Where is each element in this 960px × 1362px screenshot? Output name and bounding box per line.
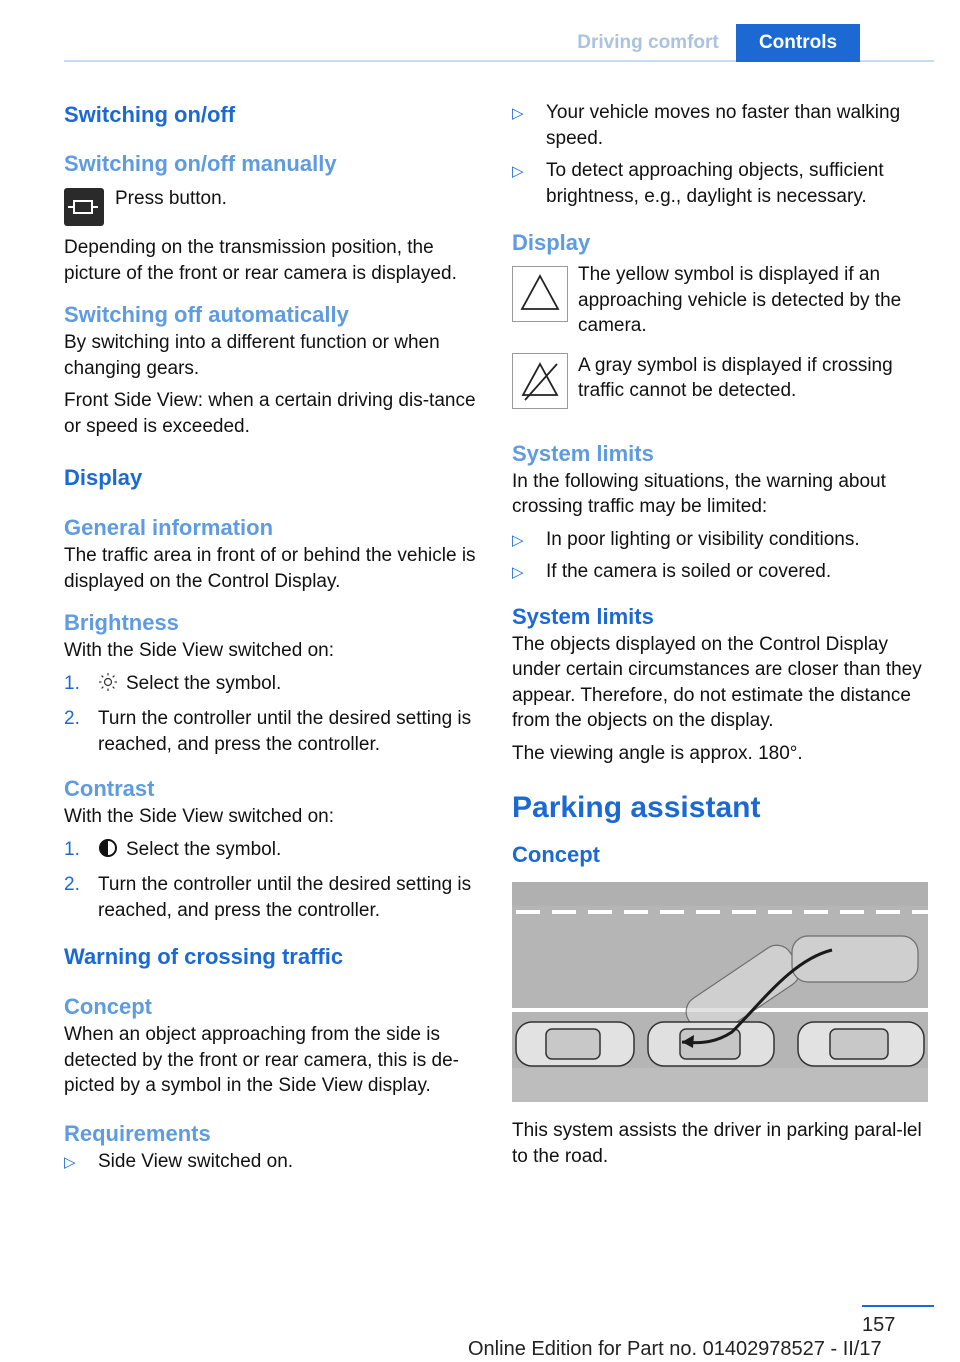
brightness-steps [64,671,482,758]
list-item [64,706,482,757]
heading-requirements: Requirements [64,1120,211,1146]
heading-system-limits-2: System limits [512,603,654,629]
yellow-symbol-text: The yellow symbol is displayed if an approaching vehicle is detected by the camera. [578,264,902,336]
warning-triangle-icon [512,266,568,322]
step-number: 1. [64,672,80,694]
paragraph-concept: When an object approaching from the side is detected by the front or rear camera, this is de‐picted by a symbol in the Side View display. [64,1024,459,1096]
heading-general-information: General information [64,515,274,540]
heading-parking-concept: Concept [512,842,600,867]
paragraph-contrast-on: With the Side View switched on: [64,806,335,827]
requirements-list [64,1149,482,1175]
side-view-button-icon [64,188,104,226]
list-item [64,872,482,923]
list-item-text: If the camera is soiled or covered. [546,561,832,582]
list-item [512,100,930,151]
paragraph-viewing-angle: The viewing angle is approx. 180°. [512,742,803,764]
list-item-text: In poor lighting or visibility conditions. [546,528,860,550]
edition-footer: Online Edition for Part no. 01402978527 - II/17 [468,1338,882,1360]
heading-switching-manually: Switching on/off manually [64,151,337,176]
step-text: Turn the controller until the desired setting is reached, and press the controller. [98,708,472,755]
triangle-bullet-icon: ▷ [64,1153,76,1171]
header-section-tab[interactable]: Driving comfort [577,32,719,53]
triangle-bullet-icon: ▷ [512,105,524,122]
crossed-warning-triangle-icon [512,353,568,409]
paragraph-traffic-area: The traffic area in front of or behind the vehicle is displayed on the Control Display. [64,545,476,592]
right-column [512,100,930,1169]
header-chapter-tab[interactable]: Controls [736,24,860,62]
parallel-parking-illustration [512,882,928,1102]
list-item-text: Your vehicle moves no faster than walking speed. [546,102,901,149]
triangle-bullet-icon: ▷ [512,564,524,581]
step-number: 1. [64,838,80,860]
list-item [64,1149,482,1175]
press-button-row [64,186,482,228]
contrast-icon [98,838,118,866]
paragraph-system-limits-2: The objects displayed on the Control Display under certain circumstances are closer than they appear. Therefore, do not estimate the distance from the objects on the display. [512,633,922,731]
step-number: 2. [64,874,80,895]
requirements-list-continued [512,100,930,209]
list-item [64,671,482,700]
target-car [648,1022,774,1066]
list-item-text: Side View switched on. [98,1150,294,1172]
left-column [64,100,482,1181]
heading-brightness: Brightness [64,610,179,635]
gray-symbol-text: A gray symbol is displayed if crossing traffic cannot be detected. [578,354,893,401]
triangle-bullet-icon: ▷ [512,163,524,180]
press-button-text: Press button. [115,188,227,209]
heading-system-limits-1: System limits [512,440,654,466]
footer-rule [862,1305,934,1307]
contrast-steps [64,837,482,924]
list-item [512,158,930,209]
page-number: 157 [862,1314,896,1336]
step-text: Select the symbol. [126,838,282,860]
paragraph-front-side-view: Front Side View: when a certain driving dis‐tance or speed is exceeded. [64,390,476,437]
triangle-bullet-icon: ▷ [512,531,524,549]
system-limits-list [512,527,930,585]
heading-switching-auto: Switching off automatically [64,302,349,327]
gray-symbol-row [512,353,930,413]
paragraph-switching-into: By switching into a different function or when changing gears. [64,332,440,379]
paragraph-brightness-on: With the Side View switched on: [64,640,335,661]
heading-warning-crossing-traffic: Warning of crossing traffic [64,944,344,969]
step-text: Turn the controller until the desired setting is reached, and press the controller. [98,874,472,921]
heading-contrast: Contrast [64,776,155,801]
heading-display: Display [64,465,143,490]
paragraph-parking-assistant: This system assists the driver in parking paral‐lel to the road. [512,1120,922,1167]
list-item [512,559,930,585]
heading-parking-assistant: Parking assistant [512,791,761,824]
step-text: Select the symbol. [126,672,282,694]
yellow-symbol-row [512,262,930,339]
paragraph-system-limits-1: In the following situations, the warning about crossing traffic may be limited: [512,470,886,517]
parked-car-right [798,1022,924,1066]
list-item [64,837,482,866]
parked-car-left [516,1022,634,1066]
heading-display-symbols: Display [512,230,591,255]
list-item [512,527,930,553]
brightness-sun-icon [98,672,118,700]
step-number: 2. [64,708,80,729]
list-item-text: To detect approaching objects, sufficient brightness, e.g., daylight is necessary. [546,160,884,207]
heading-switching-on-off: Switching on/off [64,102,236,127]
paragraph-depending: Depending on the transmission position, the picture of the front or rear camera is displayed. [64,237,457,284]
heading-concept: Concept [64,994,152,1019]
